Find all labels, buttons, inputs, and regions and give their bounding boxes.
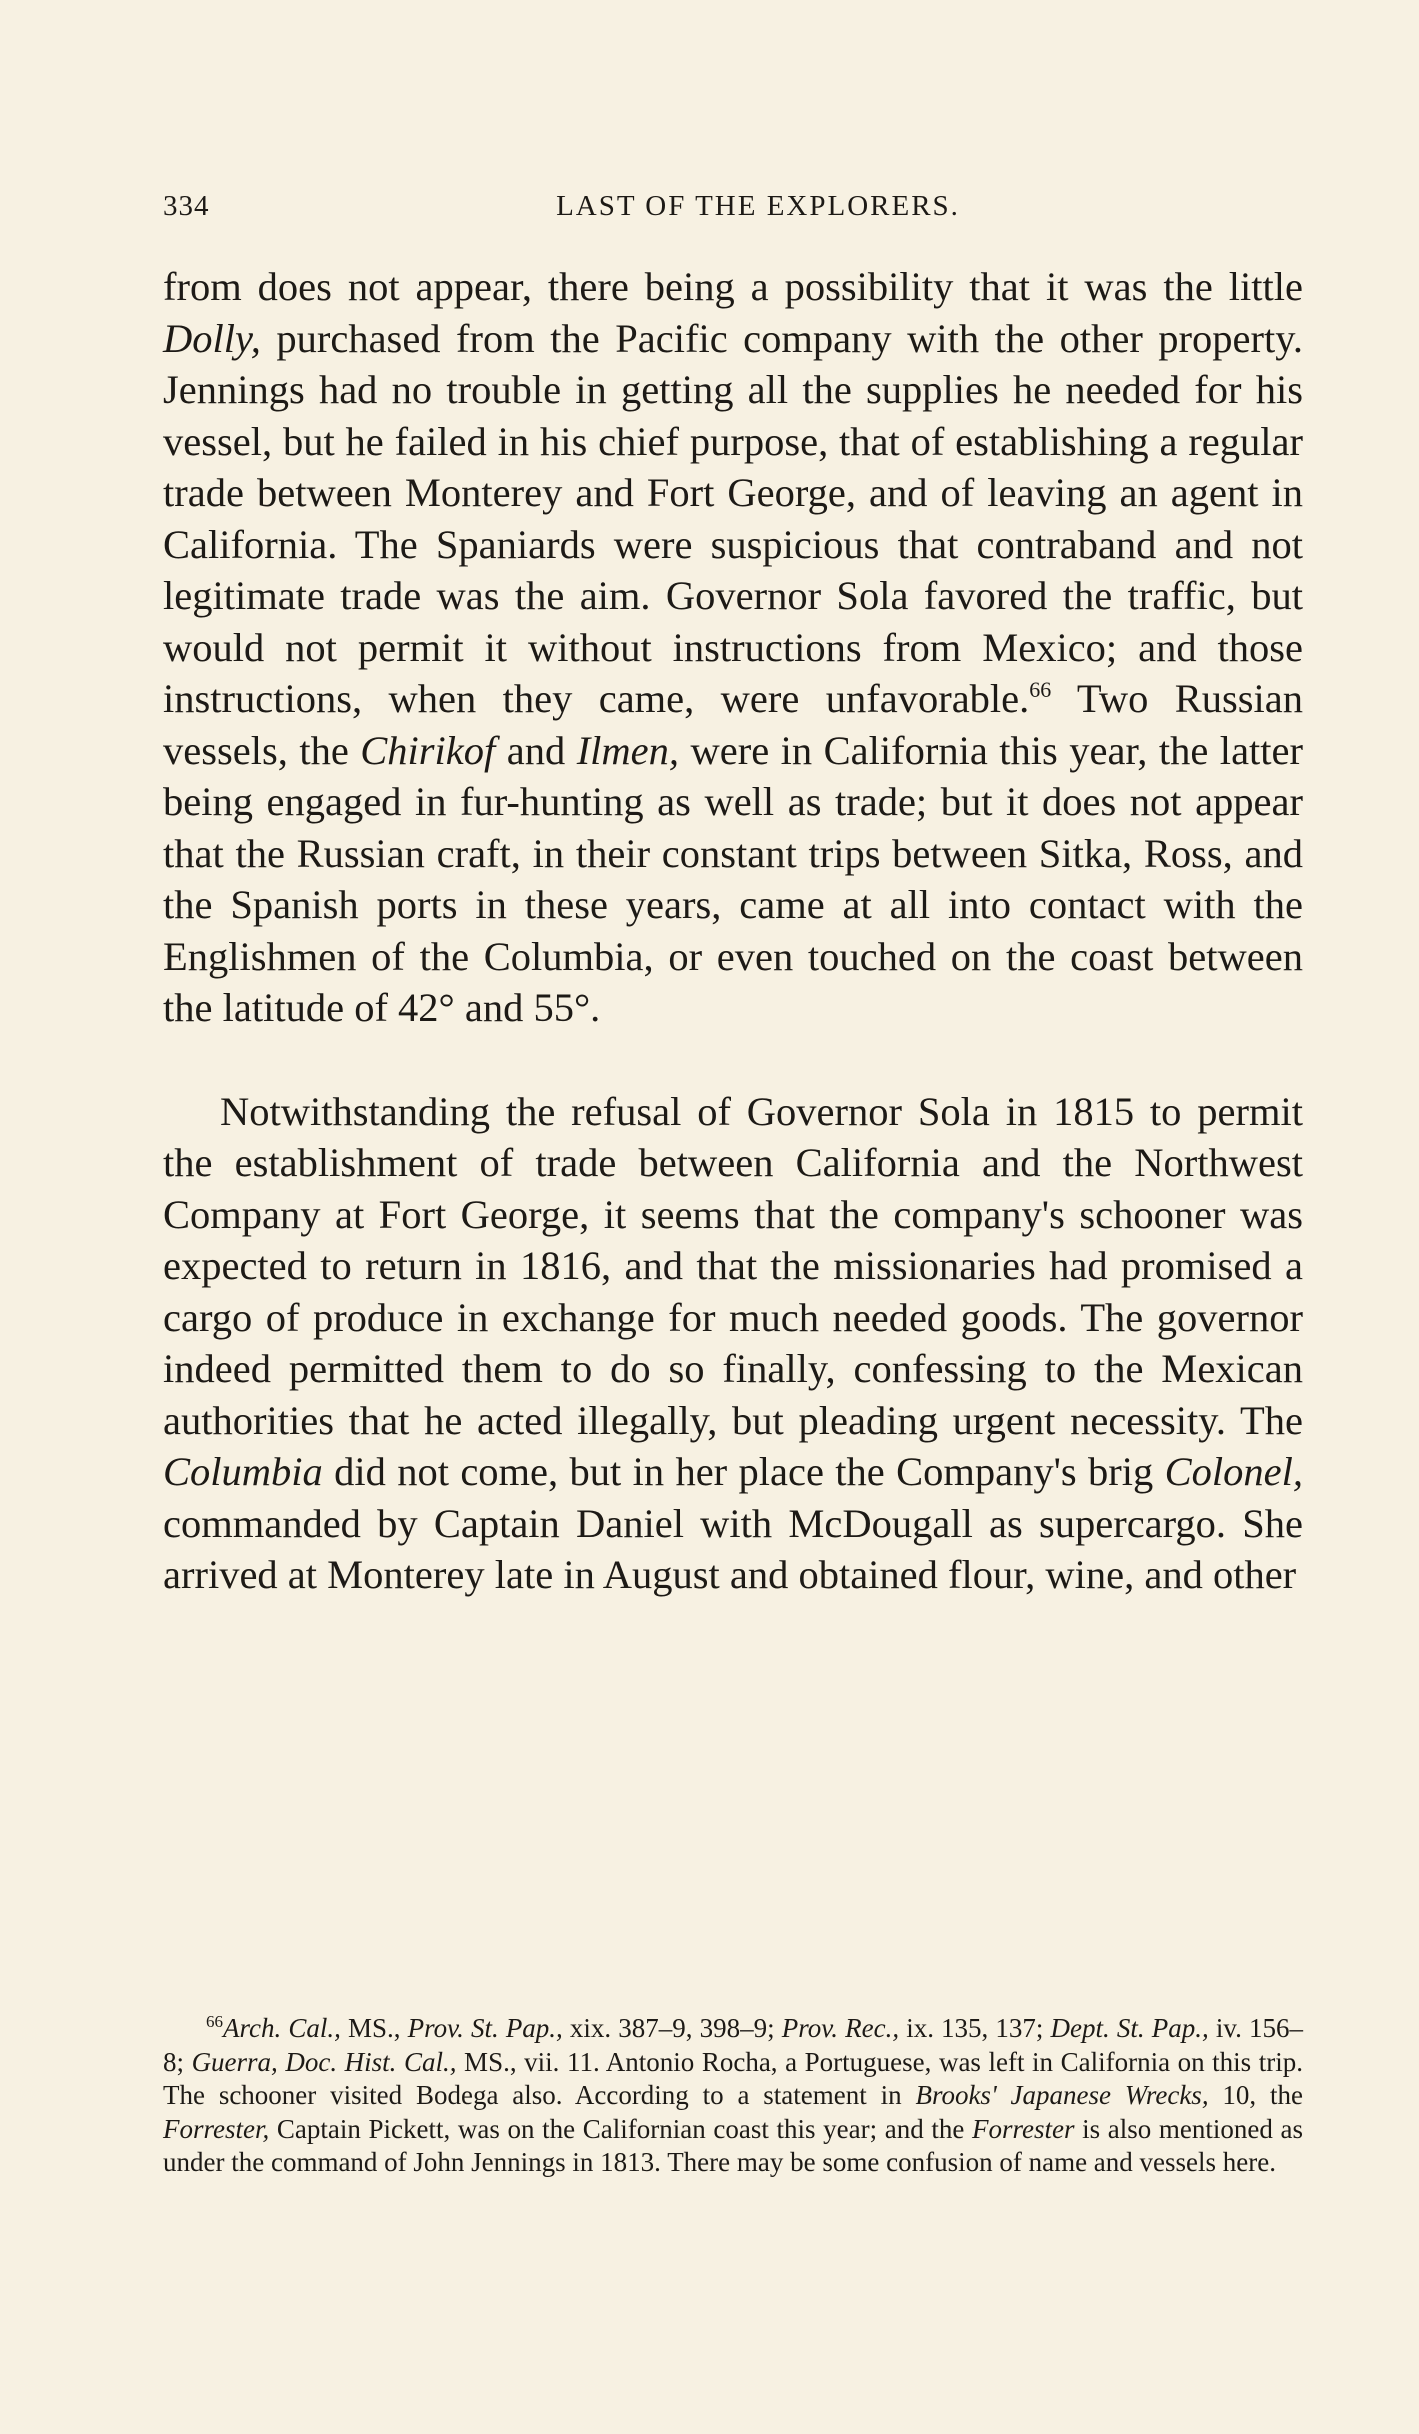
paragraph-1-text: Two Russian vessels, the xyxy=(163,676,1303,773)
paragraph-1 xyxy=(163,261,1303,1034)
footnote-text: MS., vii. 11. Antonio Rocha, a Portuguese, was left in California on this trip. The schooner visited Bodega also. According to a statement in xyxy=(163,2046,1303,2110)
citation-title: Prov. St. Pap., xyxy=(407,2013,563,2043)
ship-name-columbia: Columbia xyxy=(163,1449,323,1494)
footnote-text: iv. 156–8; xyxy=(163,2013,1303,2077)
paragraph-1-text: and xyxy=(495,727,577,773)
ship-name-colonel: Colonel, xyxy=(1164,1449,1303,1494)
footnote-text: Captain Pickett, was on the Californian coast this year; and the xyxy=(269,2113,972,2144)
paragraph-2-text: commanded by Captain Daniel with McDougall as supercargo. She arrived at Monterey late in August and obtained flour, wine, and other xyxy=(163,1500,1303,1597)
ship-name-ilmen: Ilmen, xyxy=(576,727,680,773)
footnotes xyxy=(163,2012,1303,2180)
footnote-number: 66 xyxy=(206,2012,223,2031)
footnote-text: MS., xyxy=(340,2013,408,2043)
citation-title: Prov. Rec., xyxy=(781,2013,900,2043)
footnote-text: 10, the xyxy=(1208,2080,1303,2110)
citation-title: Brooks' Japanese Wrecks, xyxy=(915,2080,1209,2110)
ship-name-forrester: Forrester xyxy=(971,2113,1075,2144)
footnote-text: xix. 387–9, 398–9; xyxy=(562,2013,782,2043)
paragraph-1-text: were in California this year, the latter being engaged in fur-hunting as well as trade; but it does not appear that the Russian craft, in their constant trips between Sitka, Ross, and the Spanish ports in these years, came at all into contact with the Englishmen of the Columbia, or even touched on the coast between the latitude of 42° and 55°. xyxy=(163,727,1304,1030)
paragraph-1-text: purchased from the Pacific company with the other property. Jennings had no trouble in getting all the supplies he needed for his vessel, but he failed in his chief purpose, that of establishing a regular trade between Monterey and Fort George, and of leaving an agent in California. The Spaniards were suspicious that contraband and not legitimate trade was the aim. Governor Sola favored the traffic, but would not permit it without instructions from Mexico; and those instructions, when they came, were unfavorable. xyxy=(163,315,1303,721)
footnote-66 xyxy=(163,2012,1303,2180)
paragraph-2 xyxy=(163,1086,1303,1601)
footnote-reference[interactable]: 66 xyxy=(1029,677,1052,702)
citation-title: Guerra, Doc. Hist. Cal., xyxy=(191,2046,457,2077)
citation-title: Dept. St. Pap., xyxy=(1050,2013,1209,2043)
running-head: LAST OF THE EXPLORERS. xyxy=(556,190,960,222)
page-number: 334 xyxy=(163,190,210,222)
paragraph-2-text: did not come, but in her place the Company's brig xyxy=(322,1449,1165,1494)
paragraph-2-text: Notwithstanding the refusal of Governor Sola in 1815 to permit the establishment of trade between California and the Northwest Company at Fort George, it seems that the company's schooner was expected to return in 1816, and that the missionaries had promised a cargo of produce in exchange for much needed goods. The governor indeed permitted them to do so finally, confessing to the Mexican authorities that he acted illegally, but pleading urgent necessity. The xyxy=(163,1088,1303,1443)
ship-name-forrester: Forrester, xyxy=(163,2113,270,2144)
footnote-text: ix. 135, 137; xyxy=(899,2013,1051,2043)
paragraph-1-text: from does not appear, there being a possibility that it was the little xyxy=(163,264,1303,309)
citation-title: Arch. Cal., xyxy=(223,2013,341,2043)
main-text xyxy=(163,261,1303,1601)
page-header xyxy=(163,190,1303,230)
ship-name-dolly: Dolly, xyxy=(163,315,261,361)
footnote-text: is also mentioned as under the command of John Jennings in 1813. There may be some confusion of name and vessels here. xyxy=(163,2113,1303,2177)
ship-name-chirikof: Chirikof xyxy=(360,727,496,773)
